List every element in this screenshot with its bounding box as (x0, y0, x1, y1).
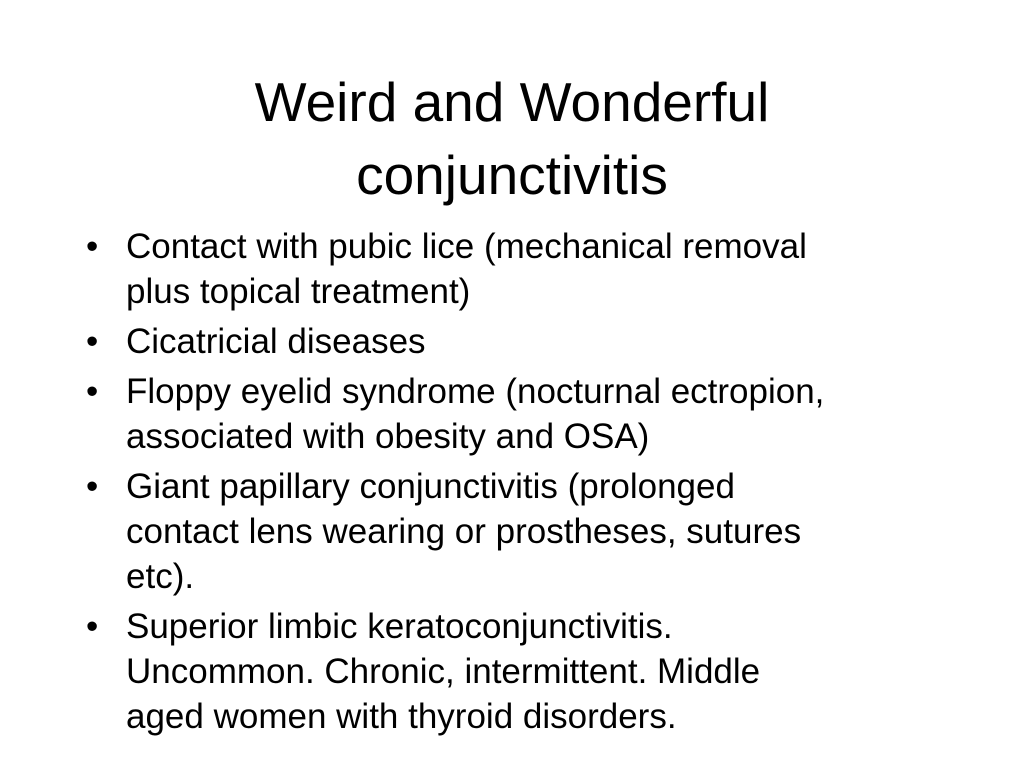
bullet-item (86, 319, 946, 364)
bullet-text-line: associated with obesity and OSA) (126, 417, 650, 456)
title-line: conjunctivitis (356, 144, 668, 206)
bullet-list (86, 224, 946, 744)
title-line: Weird and Wonderful (254, 71, 770, 133)
bullet-item (86, 369, 946, 459)
bullet-text-line: contact lens wearing or prostheses, sutures (126, 512, 802, 551)
bullet-marker: • (86, 322, 99, 361)
bullet-text-line: Cicatricial diseases (126, 322, 426, 361)
bullet-item (86, 464, 946, 599)
bullet-item (86, 604, 946, 739)
slide-title (100, 66, 924, 212)
bullet-marker: • (86, 372, 99, 411)
bullet-item (86, 224, 946, 314)
bullet-text-line: Giant papillary conjunctivitis (prolonged (126, 467, 735, 506)
bullet-text-line: Contact with pubic lice (mechanical removal (126, 227, 807, 266)
bullet-marker: • (86, 467, 99, 506)
bullet-text-line: aged women with thyroid disorders. (126, 697, 677, 736)
bullet-text-line: Uncommon. Chronic, intermittent. Middle (126, 652, 761, 691)
bullet-text-line: etc). (126, 557, 195, 596)
bullet-text-line: Superior limbic keratoconjunctivitis. (126, 607, 673, 646)
bullet-text-line: plus topical treatment) (126, 272, 471, 311)
bullet-text-line: Floppy eyelid syndrome (nocturnal ectropion, (126, 372, 825, 411)
bullet-marker: • (86, 607, 99, 646)
bullet-marker: • (86, 227, 99, 266)
